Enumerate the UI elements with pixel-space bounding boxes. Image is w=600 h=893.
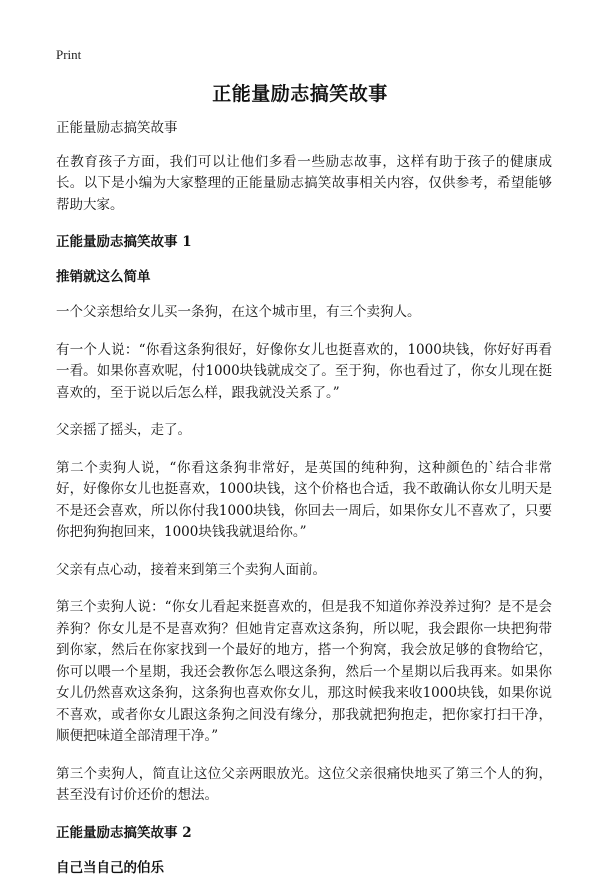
story-2-title: 自己当自己的伯乐: [56, 859, 164, 876]
story-1-paragraph: 有一个人说：“你看这条狗很好，好像你女儿也挺喜欢的，1000块钱，你好好再看一看。如果你喜欢呢，付1000块钱就成交了。至于狗，你也看过了，你女儿现在挺喜欢的，至于说以后怎么样，跟我就没关系了。”: [56, 341, 552, 401]
story-1-title: 推销就这么简单: [56, 269, 151, 285]
story-2-heading: 正能量励志搞笑故事 2: [56, 824, 192, 841]
print-link[interactable]: Print: [56, 47, 82, 62]
page-title: 正能量励志搞笑故事: [212, 83, 388, 105]
story-1-paragraph: 第三个卖狗人说：“你女儿看起来挺喜欢的，但是我不知道你养没养过狗？是不是会养狗？你女儿是不是喜欢狗？但她肯定喜欢这条狗，所以呢，我会跟你一块把狗带到你家，然后在你家找到一个最好的地方，搭一个狗窝，我会放足够的食物给它，你可以喂一个星期，我还会教你怎么喂这条狗，然后一个星期以后我再来。如果你女儿仍然喜欢这条狗，这条狗也喜欢你女儿，那这时候我来收1000块钱，如果你说不喜欢，或者你女儿跟这条狗之间没有缘分，那我就把狗抱走，把你家打扫干净，顺便把味道全部清理干净。”: [56, 599, 552, 744]
intro-paragraph: 在教育孩子方面，我们可以让他们多看一些励志故事，这样有助于孩子的健康成长。以下是小编为大家整理的正能量励志搞笑故事相关内容，仅供参考，希望能够帮助大家。: [56, 153, 552, 213]
story-1-paragraph: 第二个卖狗人说，“你看这条狗非常好，是英国的纯种狗，这种颜色的`结合非常好，好像你女儿也挺喜欢，1000块钱，这个价格也合适，我不敢确认你女儿明天是不是还会喜欢，所以你付我1000块钱，你回去一周后，如果你女儿不喜欢了，只要你把狗狗抱回来，1000块钱我就退给你。”: [56, 459, 552, 540]
story-1-heading: 正能量励志搞笑故事 1: [56, 234, 192, 250]
document-subtitle: 正能量励志搞笑故事: [56, 120, 178, 136]
story-1-paragraph: 父亲有点心动，接着来到第三个卖狗人面前。: [56, 561, 326, 578]
story-1-paragraph: 父亲摇了摇头，走了。: [56, 422, 191, 438]
document-body: [56, 118, 552, 893]
story-1-paragraph: 第三个卖狗人，简直让这位父亲两眼放光。这位父亲很痛快地买了第三个人的狗，甚至没有讨价还价的想法。: [56, 765, 552, 803]
story-1-paragraph: 一个父亲想给女儿买一条狗，在这个城市里，有三个卖狗人。: [56, 304, 421, 320]
